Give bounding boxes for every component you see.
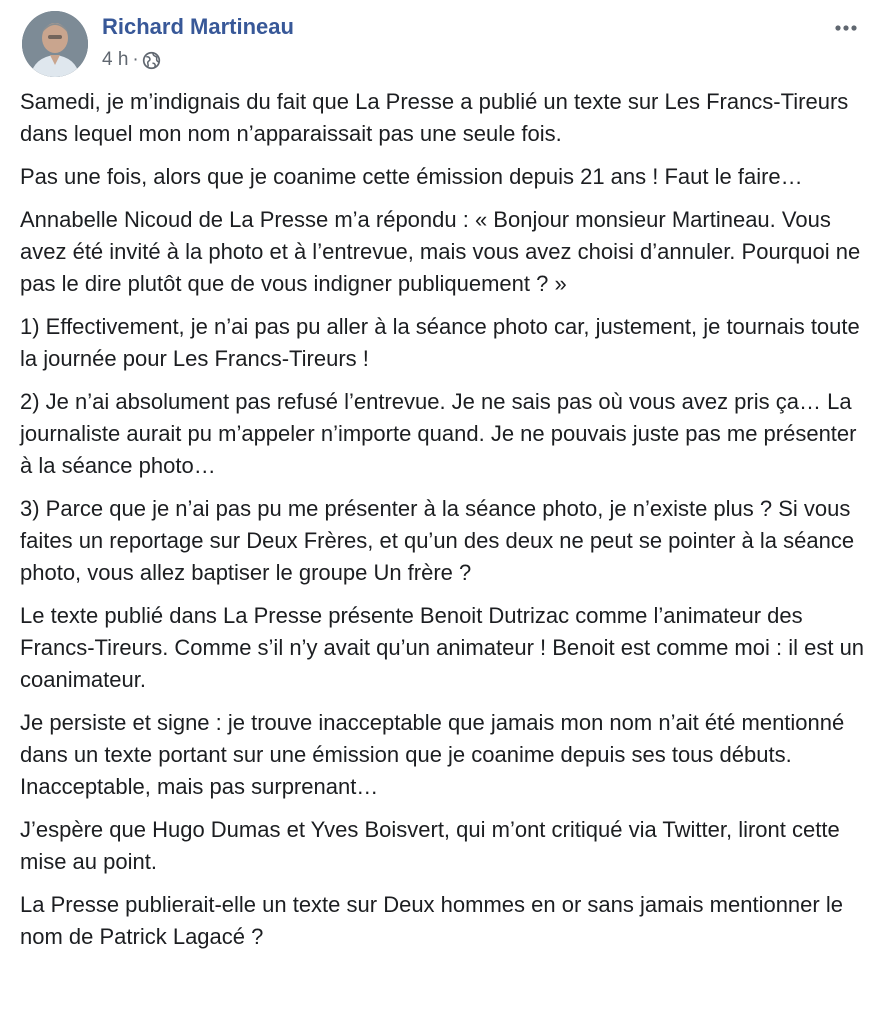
post-header — [22, 11, 864, 75]
globe-icon[interactable] — [142, 51, 161, 70]
post-timestamp[interactable]: 4 h — [102, 49, 129, 70]
post-paragraph-6: 3) Parce que je n’ai pas pu me présenter à la séance photo, je n’existe plus ? Si vous faites un reportage sur Deux Frères, et qu’un des deux ne peut se pointer à la séance photo, vous allez baptiser le groupe Un frère ? — [20, 496, 855, 585]
post-meta — [102, 49, 161, 71]
post-paragraph-7: Le texte publié dans La Presse présente Benoit Dutrizac comme l’animateur des Francs-Tireurs. Comme s’il n’y avait qu’un animateur ! Benoit est comme moi : il est un coanimateur. — [20, 603, 865, 692]
post-body — [20, 86, 868, 964]
avatar-photo — [22, 11, 88, 77]
post-paragraph-5: 2) Je n’ai absolument pas refusé l’entrevue. Je ne sais pas où vous avez pris ça… La journaliste aurait pu m’appeler n’importe quand. Je ne pouvais juste pas me présenter à la séance photo… — [20, 389, 857, 478]
post-paragraph-10: La Presse publierait-elle un texte sur Deux hommes en or sans jamais mentionner le nom de Patrick Lagacé ? — [20, 892, 843, 949]
post-paragraph-1: Samedi, je m’indignais du fait que La Presse a publié un texte sur Les Francs-Tireurs dans lequel mon nom n’apparaissait pas une seule fois. — [20, 89, 849, 146]
author-name-link[interactable]: Richard Martineau — [102, 14, 294, 39]
post-paragraph-3: Annabelle Nicoud de La Presse m’a répondu : « Bonjour monsieur Martineau. Vous avez été invité à la photo et à l’entrevue, mais vous avez choisi d’annuler. Pourquoi ne pas le dire plutôt que de vous indigner publiquement ? » — [20, 207, 861, 296]
post-paragraph-8: Je persiste et signe : je trouve inacceptable que jamais mon nom n’ait été mentionné dans un texte portant sur une émission que je coanime depuis ses tous débuts. Inacceptable, mais pas surprenant… — [20, 710, 845, 799]
avatar[interactable] — [22, 11, 88, 77]
more-options-icon[interactable] — [828, 15, 864, 41]
post-paragraph-4: 1) Effectivement, je n’ai pas pu aller à la séance photo car, justement, je tournais toute la journée pour Les Francs-Tireurs ! — [20, 314, 860, 371]
post-paragraph-9: J’espère que Hugo Dumas et Yves Boisvert, qui m’ont critiqué via Twitter, liront cette mise au point. — [20, 817, 840, 874]
meta-separator: · — [132, 49, 139, 70]
post-paragraph-2: Pas une fois, alors que je coanime cette émission depuis 21 ans ! Faut le faire… — [20, 164, 803, 189]
